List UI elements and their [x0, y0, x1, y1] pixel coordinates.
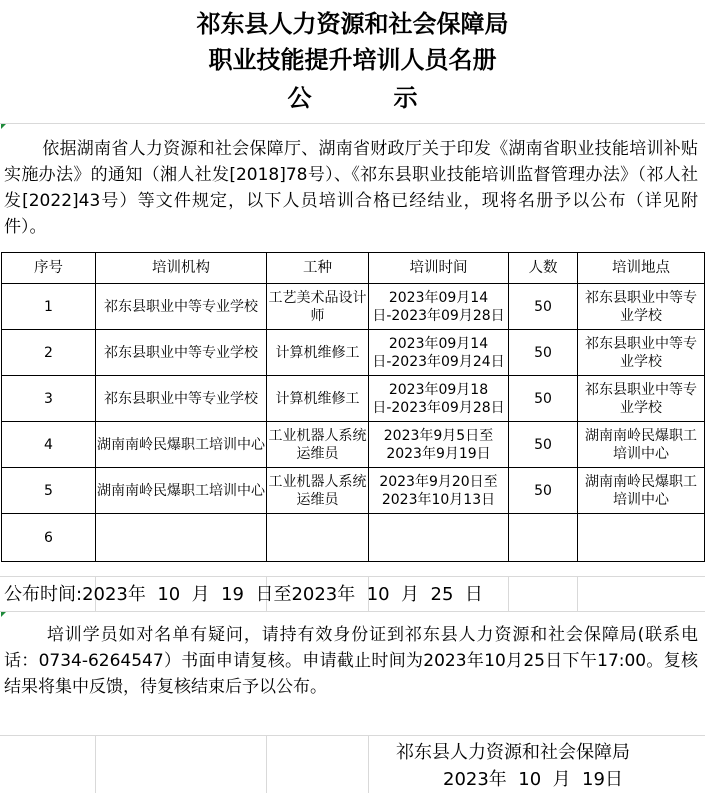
cell-marker	[1, 612, 6, 617]
header-cell-no: 序号	[2, 253, 96, 284]
document-title: 职业技能提升培训人员名册	[208, 45, 497, 74]
cell-period: 2023年9月5日至2023年9月19日	[369, 422, 509, 468]
cell-trade: 工业机器人系统运维员	[267, 422, 369, 468]
cell-location: 祁东县职业中等专业学校	[578, 284, 705, 330]
grid-line	[0, 735, 705, 736]
publish-time: 公布时间:2023年 10 月 19 日至2023年 10 月 25 日	[4, 584, 483, 605]
table-row	[2, 422, 705, 468]
roster-table	[1, 252, 705, 562]
header-cell-institution: 培训机构	[96, 253, 267, 284]
cell-period: 2023年9月20日至2023年10月13日	[369, 468, 509, 514]
cell-trade: 工艺美术品设计师	[267, 284, 369, 330]
table-row	[2, 376, 705, 422]
cell-no: 5	[2, 468, 96, 514]
notice-heading-char-2: 示	[393, 83, 418, 112]
cell-location: 湖南南岭民爆职工培训中心	[578, 468, 705, 514]
review-notice-text: 培训学员如对名单有疑问，请持有效身份证到祁东县人力资源和社会保障局(联系电话：0734-6264547）书面申请复核。申请截止时间为2023年10月25日下午17:00。复核结果将集中反馈，待复核结束后予以公布。	[4, 625, 698, 697]
cell-trade: 工业机器人系统运维员	[267, 468, 369, 514]
table-row	[2, 514, 705, 562]
cell-period: 2023年09月14日-2023年09月28日	[369, 284, 509, 330]
cell-trade: 计算机维修工	[267, 330, 369, 376]
table-row	[2, 468, 705, 514]
grid-line	[0, 123, 705, 124]
cell-no: 1	[2, 284, 96, 330]
cell-count: 50	[509, 284, 578, 330]
table-row	[2, 284, 705, 330]
header-cell-count: 人数	[509, 253, 578, 284]
intro-text: 依据湖南省人力资源和社会保障厅、湖南省财政厅关于印发《湖南省职业技能培训补贴实施办法》的通知（湘人社发[2018]78号）、《祁东县职业技能培训监督管理办法》（祁人社发[2022]43号）等文件规定，以下人员培训合格已经结业，现将名册予以公布（详见附件）。	[4, 139, 698, 237]
notice-heading	[0, 83, 705, 113]
cell-no: 6	[2, 514, 96, 562]
cell-no: 4	[2, 422, 96, 468]
cell-count: 50	[509, 468, 578, 514]
grid-line	[0, 576, 705, 577]
cell-institution	[96, 514, 267, 562]
grid-line	[577, 576, 578, 611]
grid-line	[266, 735, 267, 793]
cell-institution: 湖南南岭民爆职工培训中心	[96, 468, 267, 514]
grid-line	[508, 576, 509, 611]
cell-institution: 湖南南岭民爆职工培训中心	[96, 422, 267, 468]
notice-heading-char-1: 公	[287, 83, 312, 112]
table-header-row	[2, 253, 705, 284]
signature-date: 2023年 10 月 19日	[443, 769, 623, 790]
cell-location: 湖南南岭民爆职工培训中心	[578, 422, 705, 468]
cell-no: 2	[2, 330, 96, 376]
header-cell-trade: 工种	[267, 253, 369, 284]
grid-line	[95, 735, 96, 793]
cell-institution: 祁东县职业中等专业学校	[96, 284, 267, 330]
cell-marker	[1, 124, 6, 129]
header-cell-period: 培训时间	[369, 253, 509, 284]
cell-trade	[267, 514, 369, 562]
cell-count: 50	[509, 422, 578, 468]
grid-line	[368, 735, 369, 793]
cell-no: 3	[2, 376, 96, 422]
signature-org: 祁东县人力资源和社会保障局	[396, 742, 630, 763]
review-notice	[4, 622, 698, 700]
org-title: 祁东县人力资源和社会保障局	[196, 9, 509, 38]
cell-period	[369, 514, 509, 562]
table-row	[2, 330, 705, 376]
intro-paragraph	[4, 136, 698, 240]
cell-institution: 祁东县职业中等专业学校	[96, 376, 267, 422]
cell-location: 祁东县职业中等专业学校	[578, 376, 705, 422]
cell-count	[509, 514, 578, 562]
cell-institution: 祁东县职业中等专业学校	[96, 330, 267, 376]
cell-count: 50	[509, 330, 578, 376]
cell-period: 2023年09月14日-2023年09月24日	[369, 330, 509, 376]
header-cell-location: 培训地点	[578, 253, 705, 284]
cell-trade: 计算机维修工	[267, 376, 369, 422]
cell-location	[578, 514, 705, 562]
cell-period: 2023年09月18日-2023年09月28日	[369, 376, 509, 422]
cell-location: 祁东县职业中等专业学校	[578, 330, 705, 376]
grid-line	[0, 611, 705, 612]
cell-count: 50	[509, 376, 578, 422]
